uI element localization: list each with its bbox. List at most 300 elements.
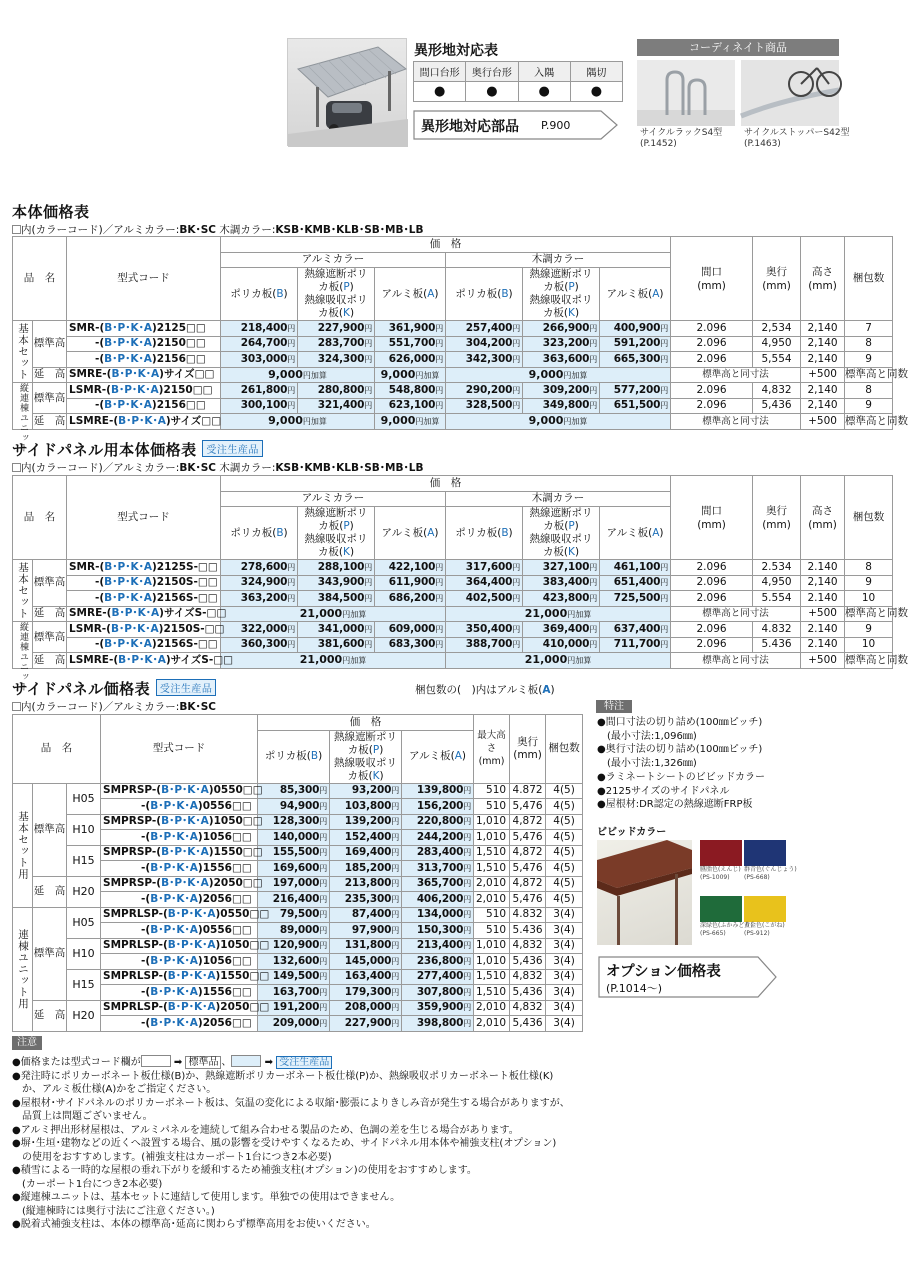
depth-cell: 2,534 xyxy=(753,321,801,337)
price-cell: 209,000円 xyxy=(258,1016,330,1032)
ext-label: 延 高 xyxy=(33,653,67,669)
note-line: の使用をおすすめします。(補強支柱はカーポート1台につき2本必要) xyxy=(22,1151,332,1163)
vivid-swatches xyxy=(700,840,797,950)
ext-label: 延 高 xyxy=(33,876,67,907)
width-cell: 2.096 xyxy=(671,398,753,414)
t3-color-note: 内(カラーコード)／アルミカラー:BK･SC xyxy=(12,699,216,714)
std-label: 標準高 xyxy=(33,783,67,876)
price-cell: 381,600円 xyxy=(298,637,375,653)
width-cell: 2.096 xyxy=(671,622,753,638)
price-cell: 725,500円 xyxy=(600,591,671,607)
coordinate-item[interactable] xyxy=(744,128,850,150)
pack-cell: 3(4) xyxy=(546,985,583,1001)
depth-cell: 4,832 xyxy=(510,969,546,985)
special-item: ●2125サイズのサイドパネル xyxy=(597,785,730,797)
model-code: SMPRLSP-(B･P･K･A)1550□□ xyxy=(101,969,258,985)
price-add-cell: 9,000円加算 xyxy=(375,367,446,383)
pack-cell: 3(4) xyxy=(546,907,583,923)
note-line: ●発注時にポリカーボネート板仕様(B)か、熱線遮断ポリカーボネート板仕様(P)か、熱線吸収ポリカーボネート板仕様(K) xyxy=(12,1070,554,1082)
depth-cell: 5.554 xyxy=(753,591,801,607)
price-cell: 179,300円 xyxy=(330,985,402,1001)
irregular-mark: ● xyxy=(518,82,570,102)
model-code: -(B･P･K･A)2150S-□□ xyxy=(67,575,221,591)
price-cell: 169,600円 xyxy=(258,861,330,877)
table-row xyxy=(13,398,893,414)
price-cell: 85,300円 xyxy=(258,783,330,799)
table-row xyxy=(13,653,893,669)
maxh-cell: 1,010 xyxy=(474,830,510,846)
depth-cell: 2.534 xyxy=(753,560,801,576)
irregular-parts-label: 異形地対応部品 xyxy=(421,119,519,135)
price-cell: 283,700円 xyxy=(298,336,375,352)
t2-h-pack: 梱包数 xyxy=(845,476,893,560)
t2-h-alu: アルミカラー xyxy=(221,491,446,507)
made-to-order-badge: 受注生産品 xyxy=(202,440,263,457)
price-add-cell: 9,000円加算 xyxy=(446,367,671,383)
maxh-cell: 2,010 xyxy=(474,892,510,908)
model-code: SMRE-(B･P･K･A)サイズ□□ xyxy=(67,367,221,383)
model-code: SMPRSP-(B･P･K･A)1550□□ xyxy=(101,845,258,861)
price-cell: 360,300円 xyxy=(221,637,298,653)
depth-cell: 5.436 xyxy=(510,923,546,939)
price-cell: 261,800円 xyxy=(221,383,298,399)
t3-h-poly: ポリカ板(B) xyxy=(258,730,330,783)
height-cell: 2.140 xyxy=(801,591,845,607)
note-line: ●積雪による一時的な屋根の垂れ下がりを緩和するため補強支柱(オプション)の使用をおすすめします。 xyxy=(12,1165,477,1176)
ext-label: 延 高 xyxy=(33,606,67,622)
table-row xyxy=(13,352,893,368)
price-cell: 361,900円 xyxy=(375,321,446,337)
model-code: -(B･P･K･A)2156S-□□ xyxy=(67,637,221,653)
t2-h-height: 高さ (mm) xyxy=(801,476,845,560)
price-cell: 227,900円 xyxy=(330,1016,402,1032)
depth-cell: 5,436 xyxy=(510,985,546,1001)
price-cell: 213,800円 xyxy=(330,876,402,892)
price-add-cell: 9,000円加算 xyxy=(375,414,446,430)
pack-cell: 4(5) xyxy=(546,783,583,799)
price-cell: 342,300円 xyxy=(446,352,523,368)
t3-h-depth: 奥行 (mm) xyxy=(510,715,546,784)
depth-cell: 5,476 xyxy=(510,861,546,877)
height-cell: 2.140 xyxy=(801,637,845,653)
price-cell: 128,300円 xyxy=(258,814,330,830)
cycle-stopper-photo xyxy=(741,60,839,126)
price-cell: 303,000円 xyxy=(221,352,298,368)
pack-cell: 8 xyxy=(845,383,893,399)
irregular-mark: ● xyxy=(570,82,622,102)
price-cell: 149,500円 xyxy=(258,969,330,985)
irregular-col: 奥行台形 xyxy=(466,62,518,82)
height-class: H05 xyxy=(67,907,101,938)
table-row xyxy=(13,321,893,337)
pack-cell: 10 xyxy=(845,591,893,607)
table-row xyxy=(13,383,893,399)
maxh-cell: 510 xyxy=(474,783,510,799)
model-code: SMPRLSP-(B･P･K･A)0550□□ xyxy=(101,907,258,923)
price-cell: 324,300円 xyxy=(298,352,375,368)
model-code: SMPRLSP-(B･P･K･A)2050□□ xyxy=(101,1000,258,1016)
price-cell: 150,300円 xyxy=(402,923,474,939)
maxh-cell: 2,010 xyxy=(474,1016,510,1032)
pack-cell: 標準高と同数 xyxy=(845,414,893,430)
pack-cell: 4(5) xyxy=(546,892,583,908)
price-cell: 103,800円 xyxy=(330,799,402,815)
pack-cell: 4(5) xyxy=(546,799,583,815)
maxh-cell: 1,510 xyxy=(474,985,510,1001)
price-cell: 651,500円 xyxy=(600,398,671,414)
t1-color-note: 内(カラーコード)／アルミカラー:BK･SC 木調カラー:KSB･KMB･KLB･SB･MB･LB xyxy=(12,222,423,237)
notes-list xyxy=(12,1055,570,1232)
t1-h-poly: ポリカ板(B) xyxy=(221,268,298,321)
price-cell: 216,400円 xyxy=(258,892,330,908)
height-cell: 2,140 xyxy=(801,352,845,368)
price-cell: 388,700円 xyxy=(446,637,523,653)
price-cell: 208,000円 xyxy=(330,1000,402,1016)
vivid-swatch xyxy=(700,840,742,882)
irregular-mark: ● xyxy=(414,82,466,102)
pack-cell: 3(4) xyxy=(546,1016,583,1032)
t3-h-maxh: 最大高さ (mm) xyxy=(474,715,510,784)
maxh-cell: 1,010 xyxy=(474,954,510,970)
price-cell: 384,500円 xyxy=(298,591,375,607)
price-cell: 277,400円 xyxy=(402,969,474,985)
price-add-cell: 21,000円加算 xyxy=(446,606,671,622)
vivid-photo xyxy=(597,840,692,945)
price-cell: 349,800円 xyxy=(523,398,600,414)
maxh-cell: 1,510 xyxy=(474,845,510,861)
note-line: ●屋根材･サイドパネルのポリカーボネート板は、気温の変化による収縮･膨張によりきしみ音が発生する場合がありますが、 xyxy=(12,1097,570,1109)
price-cell: 218,400円 xyxy=(221,321,298,337)
model-code: -(B･P･K･A)2150□□ xyxy=(67,336,221,352)
swatch-label: 臙脂色(えんじ) (PS-1009) xyxy=(700,866,741,881)
price-cell: 611,900円 xyxy=(375,575,446,591)
std-label: 標準高 xyxy=(33,321,67,368)
std-label: 標準高 xyxy=(33,383,67,414)
table-row xyxy=(13,1000,583,1016)
model-code: -(B･P･K･A)1056□□ xyxy=(101,830,258,846)
coordinate-item[interactable] xyxy=(640,128,722,150)
irregular-col: 隅切 xyxy=(570,62,622,82)
irregular-parts-link[interactable] xyxy=(413,110,619,140)
price-cell: 169,400円 xyxy=(330,845,402,861)
swatch-label: 群青色(ぐんじょう) (PS-668) xyxy=(744,866,797,881)
price-cell: 327,100円 xyxy=(523,560,600,576)
price-cell: 97,900円 xyxy=(330,923,402,939)
made-to-order-badge: 受注生産品 xyxy=(156,679,217,696)
pack-cell: 8 xyxy=(845,336,893,352)
t3-h-heat: 熱線遮断ポリカ板(P) 熱線吸収ポリカ板(K) xyxy=(330,730,402,783)
pack-cell: 4(5) xyxy=(546,876,583,892)
height-class: H05 xyxy=(67,783,101,814)
depth-cell: 4.872 xyxy=(510,783,546,799)
height-class: H20 xyxy=(67,1000,101,1031)
swatch-label: 深緑色(ふかみどり) (PS-665) xyxy=(700,922,753,937)
pack-cell: 3(4) xyxy=(546,954,583,970)
pack-cell: 4(5) xyxy=(546,814,583,830)
maxh-cell: 510 xyxy=(474,907,510,923)
depth-cell: 5,476 xyxy=(510,799,546,815)
table-row xyxy=(13,591,893,607)
special-list xyxy=(597,716,765,812)
dim-note: 標準高と同寸法 xyxy=(671,367,801,383)
model-code: -(B･P･K･A)2056□□ xyxy=(101,1016,258,1032)
price-cell: 87,400円 xyxy=(330,907,402,923)
height-cell: +500 xyxy=(801,414,845,430)
special-item: (最小寸法:1,326㎜) xyxy=(607,758,697,770)
width-cell: 2.096 xyxy=(671,560,753,576)
t1-h-height: 高さ (mm) xyxy=(801,237,845,321)
price-cell: 120,900円 xyxy=(258,938,330,954)
price-cell: 321,400円 xyxy=(298,398,375,414)
height-cell: +500 xyxy=(801,653,845,669)
pack-cell: 3(4) xyxy=(546,969,583,985)
price-cell: 313,700円 xyxy=(402,861,474,877)
std-label: 標準高 xyxy=(33,907,67,1000)
irregular-title: 異形地対応表 xyxy=(414,43,498,59)
price-cell: 623,100円 xyxy=(375,398,446,414)
price-cell: 577,200円 xyxy=(600,383,671,399)
special-item: ●ラミネートシートのビビッドカラー xyxy=(597,771,766,783)
price-cell: 365,700円 xyxy=(402,876,474,892)
height-class: H15 xyxy=(67,969,101,1000)
maxh-cell: 510 xyxy=(474,799,510,815)
price-cell: 665,300円 xyxy=(600,352,671,368)
cycle-rack-photo xyxy=(637,60,735,126)
price-cell: 304,200円 xyxy=(446,336,523,352)
price-cell: 402,500円 xyxy=(446,591,523,607)
table-row xyxy=(13,938,583,954)
vivid-swatch xyxy=(744,840,797,882)
swatch-chip xyxy=(744,840,786,866)
price-cell: 257,400円 xyxy=(446,321,523,337)
model-code: LSMRE-(B･P･K･A)サイズS-□□ xyxy=(67,653,221,669)
irregular-parts-page: P.900 xyxy=(541,119,571,132)
price-cell: 309,200円 xyxy=(523,383,600,399)
t3-h-hinmei: 品 名 xyxy=(13,715,101,784)
vivid-swatch xyxy=(744,896,786,938)
price-add-cell: 9,000円加算 xyxy=(221,367,375,383)
table-row xyxy=(13,814,583,830)
ext-label: 延 高 xyxy=(33,367,67,383)
maxh-cell: 2,010 xyxy=(474,876,510,892)
price-cell: 651,400円 xyxy=(600,575,671,591)
table-row xyxy=(13,367,893,383)
height-class: H20 xyxy=(67,876,101,907)
coordinate-item-name: サイクルストッパーS42型 xyxy=(744,128,850,138)
width-cell: 2.096 xyxy=(671,352,753,368)
price-cell: 406,200円 xyxy=(402,892,474,908)
price-add-cell: 9,000円加算 xyxy=(446,414,671,430)
depth-cell: 4.832 xyxy=(510,907,546,923)
price-cell: 163,400円 xyxy=(330,969,402,985)
model-code: LSMR-(B･P･K･A)2150□□ xyxy=(67,383,221,399)
model-code: SMR-(B･P･K･A)2125□□ xyxy=(67,321,221,337)
t2-h-poly: ポリカ板(B) xyxy=(221,507,298,560)
swatch-chip xyxy=(700,896,742,922)
depth-cell: 4,832 xyxy=(510,938,546,954)
group-label: 基本セット用 xyxy=(13,783,33,907)
price-cell: 322,000円 xyxy=(221,622,298,638)
swatch-chip xyxy=(744,896,786,922)
vivid-title: ビビッドカラー xyxy=(597,827,667,838)
table-row xyxy=(13,969,583,985)
table-row xyxy=(13,637,893,653)
height-cell: 2,140 xyxy=(801,383,845,399)
price-cell: 591,200円 xyxy=(600,336,671,352)
price-cell: 140,000円 xyxy=(258,830,330,846)
notes-title: 注意 xyxy=(12,1036,42,1050)
std-label: 標準高 xyxy=(33,622,67,653)
model-code: -(B･P･K･A)2156□□ xyxy=(67,352,221,368)
price-cell: 185,200円 xyxy=(330,861,402,877)
price-cell: 155,500円 xyxy=(258,845,330,861)
note-line: ●縦連棟ユニットは、基本セットに連結して使用します。単独での使用はできません。 xyxy=(12,1192,401,1203)
maxh-cell: 1,510 xyxy=(474,969,510,985)
price-cell: 139,200円 xyxy=(330,814,402,830)
pack-cell: 9 xyxy=(845,575,893,591)
model-code: -(B･P･K･A)1556□□ xyxy=(101,861,258,877)
width-cell: 2.096 xyxy=(671,336,753,352)
table-row xyxy=(13,606,893,622)
width-cell: 2.096 xyxy=(671,575,753,591)
std-label: 標準高 xyxy=(33,560,67,607)
model-code: SMPRSP-(B･P･K･A)2050□□ xyxy=(101,876,258,892)
model-code: SMPRSP-(B･P･K･A)1050□□ xyxy=(101,814,258,830)
width-cell: 2.096 xyxy=(671,321,753,337)
dim-note: 標準高と同寸法 xyxy=(671,414,801,430)
pack-cell: 標準高と同数 xyxy=(845,606,893,622)
price-cell: 227,900円 xyxy=(298,321,375,337)
pack-cell: 9 xyxy=(845,398,893,414)
note-line: 品質上は問題ございません。 xyxy=(22,1111,153,1122)
irregular-col: 間口台形 xyxy=(414,62,466,82)
height-class: H10 xyxy=(67,938,101,969)
t1-h-heat: 熱線遮断ポリカ板(P) 熱線吸収ポリカ板(K) xyxy=(523,268,600,321)
price-cell: 213,400円 xyxy=(402,938,474,954)
maxh-cell: 1,010 xyxy=(474,938,510,954)
price-cell: 711,700円 xyxy=(600,637,671,653)
price-cell: 300,100円 xyxy=(221,398,298,414)
t3-title: サイドパネル価格表 受注生産品 xyxy=(12,678,216,699)
t1-h-heat: 熱線遮断ポリカ板(P) 熱線吸収ポリカ板(K) xyxy=(298,268,375,321)
t2-color-note: 内(カラーコード)／アルミカラー:BK･SC 木調カラー:KSB･KMB･KLB･SB･MB･LB xyxy=(12,460,423,475)
table-row xyxy=(13,907,583,923)
table-row xyxy=(13,876,583,892)
price-cell: 398,800円 xyxy=(402,1016,474,1032)
price-cell: 400,900円 xyxy=(600,321,671,337)
height-class: H10 xyxy=(67,814,101,845)
t1-h-poly: ポリカ板(B) xyxy=(446,268,523,321)
height-cell: +500 xyxy=(801,606,845,622)
price-cell: 551,700円 xyxy=(375,336,446,352)
pack-cell: 3(4) xyxy=(546,938,583,954)
pack-cell: 8 xyxy=(845,560,893,576)
pack-cell: 9 xyxy=(845,622,893,638)
depth-cell: 5,436 xyxy=(753,398,801,414)
table-row xyxy=(13,783,583,799)
model-code: -(B･P･K･A)1556□□ xyxy=(101,985,258,1001)
t1-h-wood: 木調カラー xyxy=(446,252,671,268)
t2-h-heat: 熱線遮断ポリカ板(P) 熱線吸収ポリカ板(K) xyxy=(298,507,375,560)
model-code: -(B･P･K･A)0556□□ xyxy=(101,799,258,815)
note-line: ●塀･生垣･建物などの近くへ設置する場合、風の影響を受けやすくなるため、サイドパネル用本体や補強支柱(オプション) xyxy=(12,1138,557,1149)
price-cell: 156,200円 xyxy=(402,799,474,815)
price-cell: 197,000円 xyxy=(258,876,330,892)
height-cell: 2,140 xyxy=(801,575,845,591)
t1-h-hinmei: 品 名 xyxy=(13,237,67,321)
price-cell: 145,000円 xyxy=(330,954,402,970)
note-line: ●アルミ押出形材屋根は、アルミパネルを連続して組み合わせる製品のため、色調の差を生じる場合があります。 xyxy=(12,1124,519,1136)
t2-h-price: 価 格 xyxy=(221,476,671,492)
depth-cell: 4,872 xyxy=(510,814,546,830)
table-row xyxy=(13,845,583,861)
price-cell: 89,000円 xyxy=(258,923,330,939)
ext-label: 延 高 xyxy=(33,1000,67,1031)
price-cell: 131,800円 xyxy=(330,938,402,954)
table-row xyxy=(13,575,893,591)
depth-cell: 4,832 xyxy=(510,1000,546,1016)
pack-cell: 標準高と同数 xyxy=(845,367,893,383)
option-price-link[interactable] xyxy=(598,956,778,998)
dim-note: 標準高と同寸法 xyxy=(671,653,801,669)
coordinate-item-page: (P.1452) xyxy=(640,139,677,149)
depth-cell: 4,872 xyxy=(510,876,546,892)
table-row xyxy=(13,336,893,352)
model-code: -(B･P･K･A)0556□□ xyxy=(101,923,258,939)
depth-cell: 5.436 xyxy=(753,637,801,653)
price-cell: 152,400円 xyxy=(330,830,402,846)
t3-pack-note: 梱包数の( )内はアルミ板(A) xyxy=(415,684,555,696)
price-cell: 93,200円 xyxy=(330,783,402,799)
t1-h-pack: 梱包数 xyxy=(845,237,893,321)
height-class: H15 xyxy=(67,845,101,876)
price-add-cell: 21,000円加算 xyxy=(221,606,446,622)
group-label: 縦連棟ユニット xyxy=(13,622,33,669)
pack-cell: 4(5) xyxy=(546,861,583,877)
depth-cell: 4,950 xyxy=(753,575,801,591)
price-cell: 359,900円 xyxy=(402,1000,474,1016)
model-code: LSMRE-(B･P･K･A)サイズ□□ xyxy=(67,414,221,430)
t3-price-table xyxy=(12,714,583,1032)
depth-cell: 5,554 xyxy=(753,352,801,368)
depth-cell: 4.832 xyxy=(753,622,801,638)
height-cell: 2.140 xyxy=(801,560,845,576)
option-title: オプション価格表 xyxy=(606,964,721,980)
maxh-cell: 510 xyxy=(474,923,510,939)
depth-cell: 4,832 xyxy=(753,383,801,399)
model-code: SMPRLSP-(B･P･K･A)1050□□ xyxy=(101,938,258,954)
model-code: SMPRSP-(B･P･K･A)0550□□ xyxy=(101,783,258,799)
model-code: -(B･P･K･A)1056□□ xyxy=(101,954,258,970)
irregular-mark: ● xyxy=(466,82,518,102)
t1-h-alup: アルミ板(A) xyxy=(375,268,446,321)
pack-cell: 4(5) xyxy=(546,845,583,861)
price-cell: 220,800円 xyxy=(402,814,474,830)
price-cell: 363,200円 xyxy=(221,591,298,607)
t2-title: サイドパネル用本体価格表 受注生産品 xyxy=(12,439,263,460)
price-cell: 324,900円 xyxy=(221,575,298,591)
t3-h-price: 価 格 xyxy=(258,715,474,731)
price-cell: 280,800円 xyxy=(298,383,375,399)
price-cell: 686,200円 xyxy=(375,591,446,607)
t2-h-depth: 奥行 (mm) xyxy=(753,476,801,560)
coordinate-item-page: (P.1463) xyxy=(744,139,781,149)
price-cell: 410,000円 xyxy=(523,637,600,653)
table-row xyxy=(13,560,893,576)
ext-label: 延 高 xyxy=(33,414,67,430)
group-label: 縦連棟ユニット xyxy=(13,383,33,430)
price-cell: 132,600円 xyxy=(258,954,330,970)
